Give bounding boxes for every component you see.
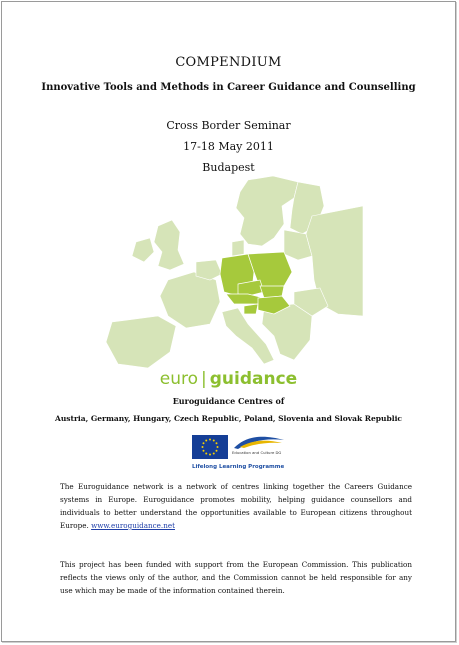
llp-swoosh-icon [232, 434, 287, 450]
network-description [60, 480, 412, 532]
dg-caption: Education and Culture DG [232, 450, 282, 455]
funding-disclaimer: This project has been funded with support from the European Commission. This publication reflects the views only of the author, and the Commission cannot be held responsible for any use which may be made of the information contained therein. [60, 560, 412, 595]
map-slovenia [244, 304, 258, 314]
document-subtitle: Innovative Tools and Methods in Career Guidance and Counselling [41, 82, 416, 93]
euroguidance-link[interactable]: www.euroguidance.net [91, 521, 175, 530]
map-denmark [232, 240, 244, 256]
map-benelux [196, 260, 222, 280]
centres-country-list: Austria, Germany, Hungary, Czech Republic, Poland, Slovenia and Slovak Republic [55, 414, 402, 423]
event-name: Cross Border Seminar [166, 119, 291, 132]
event-date: 17-18 May 2011 [183, 140, 274, 153]
document-page [1, 1, 456, 642]
eu-flag-icon [192, 435, 228, 459]
event-location: Budapest [202, 161, 255, 174]
map-france [160, 272, 220, 328]
network-text: The Euroguidance network is a network of centres linking together the Careers Guidance systems in Europe. Euroguidance promotes mobility, helping guidance counsellors and individuals to better understand the opportunities available to European citizens throughout Europe. [60, 482, 412, 530]
euroguidance-logo: euro | guidance [159, 369, 298, 389]
map-britain [154, 220, 184, 270]
document-title: COMPENDIUM [175, 55, 282, 70]
event-info [2, 115, 455, 178]
eu-llp-logos [192, 434, 302, 474]
europe-map-image [98, 176, 363, 371]
llp-caption: Lifelong Learning Programme [192, 464, 285, 470]
map-iberia [106, 316, 176, 368]
centres-heading: Euroguidance Centres of [172, 396, 285, 406]
map-ireland [132, 238, 154, 262]
